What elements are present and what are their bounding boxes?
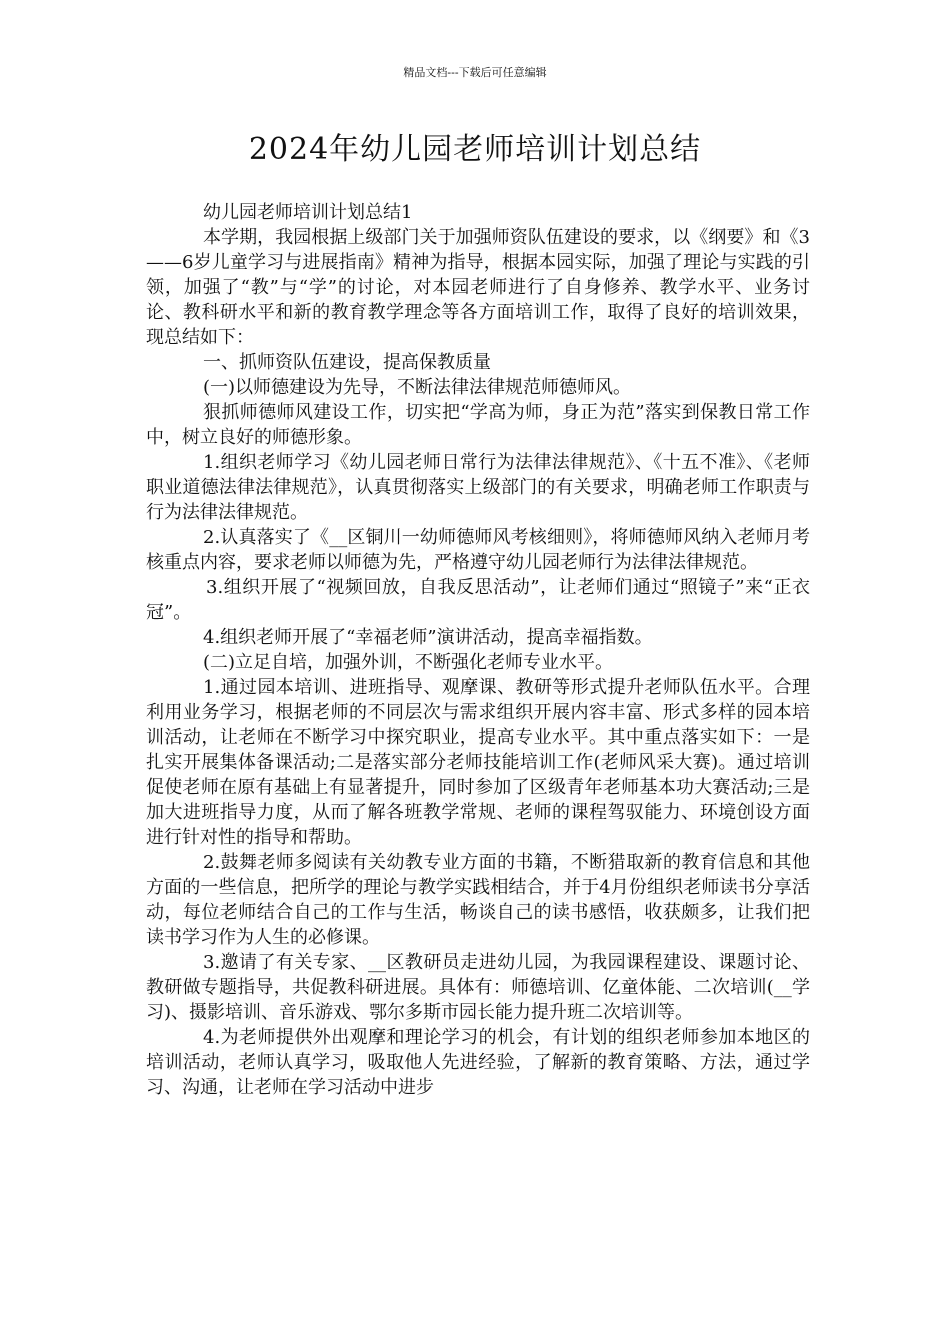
- list-item: 4.为老师提供外出观摩和理论学习的机会，有计划的组织老师参加本地区的培训活动，老师认真学习，吸取他人先进经验，了解新的教育策略、方法，通过学习、沟通，让老师在学习活动中进步: [146, 1027, 810, 1098]
- page-header: 精品文档---下载后可任意编辑: [403, 66, 547, 79]
- paragraph: 狠抓师德师风建设工作，切实把“学高为师，身正为范”落实到保教日常工作中，树立良好的师德形象。: [146, 402, 810, 448]
- list-item: 4.组织老师开展了“幸福老师”演讲活动，提高幸福指数。: [203, 627, 653, 648]
- subsection-heading: (二)立足自培，加强外训，不断强化老师专业水平。: [203, 652, 614, 673]
- list-item: 2.鼓舞老师多阅读有关幼教专业方面的书籍，不断猎取新的教育信息和其他方面的一些信息，把所学的理论与教学实践相结合，并于4月份组织老师读书分享活动，每位老师结合自己的工作与生活，畅谈自己的读书感悟，收获颇多，让我们把读书学习作为人生的必修课。: [146, 852, 810, 948]
- list-item: 3.组织开展了“视频回放，自我反思活动”，让老师们通过“照镜子”来“正衣冠”。: [146, 577, 810, 623]
- list-item: 2.认真落实了《__区铜川一幼师德师风考核细则》，将师德师风纳入老师月考核重点内容，要求老师以师德为先，严格遵守幼儿园老师行为法律法律规范。: [146, 527, 810, 573]
- subsection-heading: (一)以师德建设为先导，不断法律法律规范师德师风。: [203, 377, 632, 398]
- section-heading: 幼儿园老师培训计划总结1: [203, 202, 413, 223]
- list-item: 1.通过园本培训、进班指导、观摩课、教研等形式提升老师队伍水平。合理利用业务学习，根据老师的不同层次与需求组织开展内容丰富、形式多样的园本培训活动，让老师在不断学习中探究职业，提高专业水平。其中重点落实如下：一是扎实开展集体备课活动;二是落实部分老师技能培训工作(老师风采大赛)。通过培训促使老师在原有基础上有显著提升，同时参加了区级青年老师基本功大赛活动;三是加大进班指导力度，从而了解各班教学常规、老师的课程驾驭能力、环境创设方面进行针对性的指导和帮助。: [146, 677, 810, 848]
- paragraph: 本学期，我园根据上级部门关于加强师资队伍建设的要求，以《纲要》和《3——6岁儿童学习与进展指南》精神为指导，根据本园实际，加强了理论与实践的引领，加强了“教”与“学”的讨论，对本园老师进行了自身修养、教学水平、业务讨论、教科研水平和新的教育教学理念等各方面培训工作，取得了良好的培训效果，现总结如下：: [146, 227, 810, 348]
- document-body: [146, 200, 810, 1100]
- section-heading: 一、抓师资队伍建设，提高保教质量: [203, 352, 491, 373]
- list-item: 3.邀请了有关专家、__区教研员走进幼儿园，为我园课程建设、课题讨论、教研做专题指导，共促教科研进展。具体有：师德培训、亿童体能、二次培训(__学习)、摄影培训、音乐游戏、鄂尔多斯市园长能力提升班二次培训等。: [146, 952, 810, 1023]
- list-item: 1.组织老师学习《幼儿园老师日常行为法律法律规范》、《十五不准》、《老师职业道德法律法律规范》，认真贯彻落实上级部门的有关要求，明确老师工作职责与行为法律法律规范。: [146, 452, 810, 523]
- document-title: 2024年幼儿园老师培训计划总结: [248, 132, 702, 167]
